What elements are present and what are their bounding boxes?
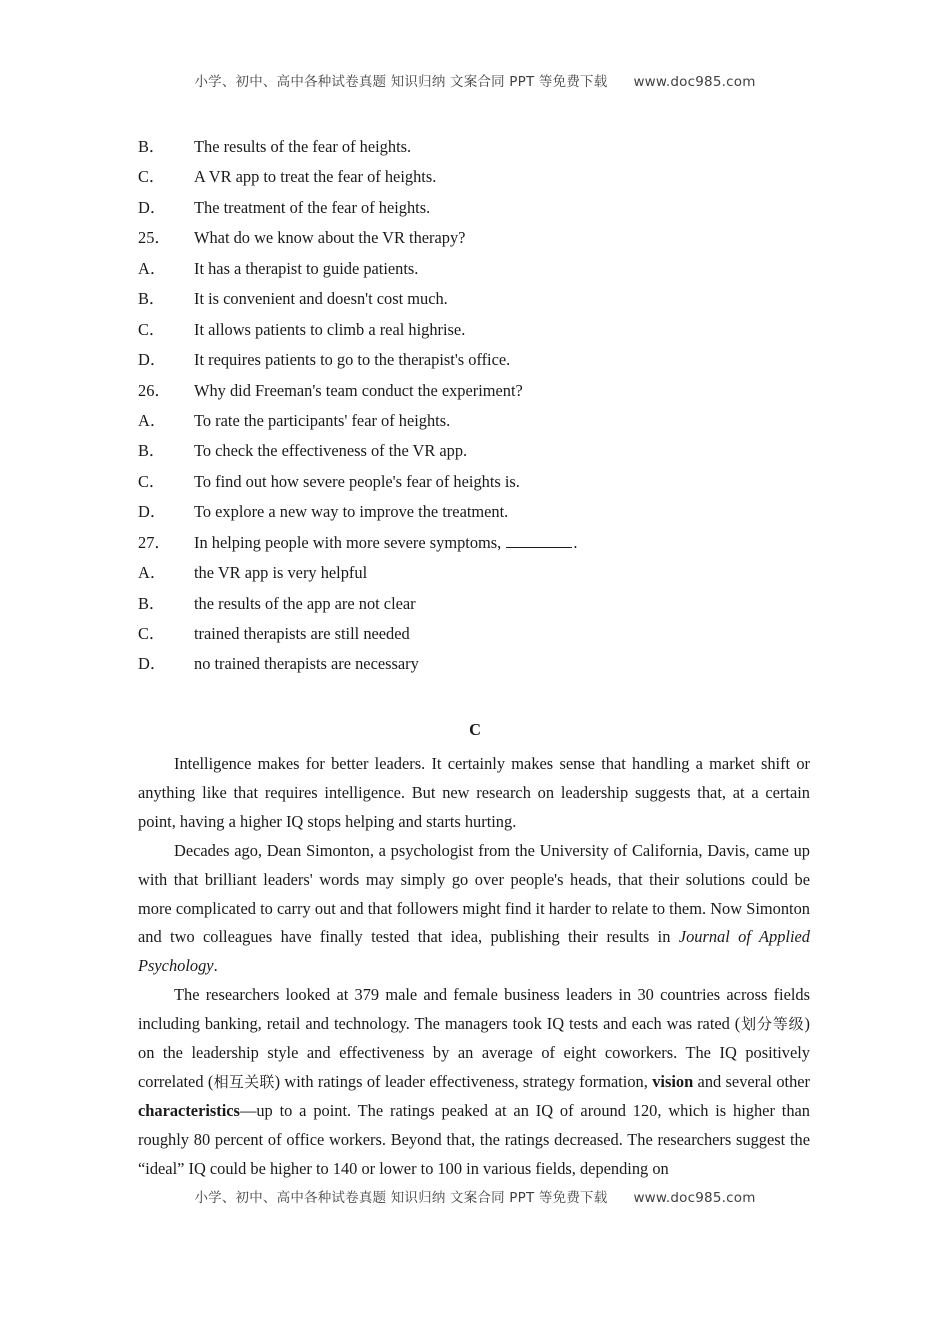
option-text: no trained therapists are necessary <box>194 654 419 674</box>
question-text-tail: . <box>573 532 578 552</box>
option-marker: A． <box>138 410 167 430</box>
answer-option[interactable] <box>138 162 810 192</box>
answer-option[interactable] <box>138 467 810 497</box>
passage-p3-text-a: The researchers looked at 379 male and female business leaders in 30 countries across fields including banking, retail and technology. The managers took IQ tests and each was rated ( <box>138 985 810 1034</box>
option-text: A VR app to treat the fear of heights. <box>194 167 437 187</box>
answer-option[interactable] <box>138 558 810 588</box>
answer-option[interactable] <box>138 132 810 162</box>
header-watermark <box>0 70 950 90</box>
option-marker: D． <box>138 197 167 217</box>
option-marker: C． <box>138 624 166 643</box>
answer-option[interactable] <box>138 406 810 436</box>
option-marker: B． <box>138 441 166 461</box>
answer-option[interactable] <box>138 619 810 649</box>
question-text-lead: In helping people with more severe symptoms, <box>194 532 502 552</box>
option-marker: D． <box>138 350 167 370</box>
gloss-annotation-2: 相互关联 <box>213 1072 275 1091</box>
keyword-characteristics: characteristics <box>138 1100 240 1120</box>
answer-option[interactable] <box>138 284 810 314</box>
gloss-annotation-1: 划分等级 <box>740 1015 805 1034</box>
option-marker: D． <box>138 654 167 674</box>
passage-p3-text-e: —up to a point. The ratings peaked at an IQ of around 120, which is higher than roughly 80 percent of office workers. Beyond that, the ratings decreased. The researchers suggest the “ideal” IQ could be higher to 140 or lower to 100 in various fields, depending on <box>138 1100 810 1178</box>
footer-watermark-text: 小学、初中、高中各种试卷真题 知识归纳 文案合同 PPT 等免费下载 <box>194 1190 608 1206</box>
option-marker: B． <box>138 289 166 309</box>
passage-p3-text-d: and several other <box>693 1071 810 1091</box>
question-number: 26． <box>138 380 171 400</box>
passage-p2-text-b: . <box>213 956 218 976</box>
journal-title: Journal of Applied Psychology <box>138 927 810 976</box>
section-heading: C <box>469 720 481 739</box>
option-text: To find out how severe people's fear of heights is. <box>194 471 520 491</box>
footer-watermark <box>0 1186 950 1206</box>
option-text: It has a therapist to guide patients. <box>194 258 419 278</box>
passage-p3-text-b: ) on the leadership style and effectiveness by an average of eight coworkers. The IQ positively correlated ( <box>138 1014 810 1091</box>
passage-paragraph-2 <box>138 837 810 982</box>
question-text: Why did Freeman's team conduct the experiment? <box>194 380 523 400</box>
answer-option[interactable] <box>138 589 810 619</box>
option-marker: B． <box>138 593 166 613</box>
passage-p1-text: Intelligence makes for better leaders. It certainly makes sense that handling a market shift or anything like that requires intelligence. But new research on leadership suggests that, at a certain point, having a higher IQ stops helping and starts hurting. <box>138 754 810 831</box>
answer-option[interactable] <box>138 649 810 679</box>
option-marker: B． <box>138 137 166 156</box>
option-marker: D． <box>138 502 167 522</box>
option-text: trained therapists are still needed <box>194 624 410 643</box>
question-text: What do we know about the VR therapy? <box>194 228 466 248</box>
option-text: To rate the participants' fear of heights. <box>194 410 451 430</box>
answer-option[interactable] <box>138 193 810 223</box>
option-marker: A． <box>138 258 167 278</box>
reading-passage <box>138 750 810 1184</box>
option-marker: C． <box>138 319 166 339</box>
option-text: The treatment of the fear of heights. <box>194 197 431 217</box>
answer-option[interactable] <box>138 315 810 345</box>
header-watermark-url: www.doc985.com <box>633 74 756 90</box>
question-stem[interactable] <box>138 223 810 253</box>
question-list <box>138 132 810 680</box>
passage-p2-text-a: Decades ago, Dean Simonton, a psychologist from the University of California, Davis, came up with that brilliant leaders' words may simply go over people's heads, that their solutions could be more complicated to carry out and that followers might find it harder to relate to them. Now Simonton and two colleagues have finally tested that idea, publishing their results in <box>138 840 810 947</box>
answer-option[interactable] <box>138 345 810 375</box>
passage-paragraph-3 <box>138 981 810 1183</box>
answer-blank[interactable] <box>506 533 572 548</box>
question-stem[interactable] <box>138 376 810 406</box>
option-text: It is convenient and doesn't cost much. <box>194 289 448 309</box>
option-text: It requires patients to go to the therapist's office. <box>194 350 511 370</box>
question-number: 25． <box>138 228 171 248</box>
question-text <box>194 528 810 558</box>
option-marker: C． <box>138 167 166 187</box>
option-text: the results of the app are not clear <box>194 593 416 613</box>
option-text: It allows patients to climb a real highrise. <box>194 319 466 339</box>
question-number: 27． <box>138 532 171 552</box>
answer-option[interactable] <box>138 254 810 284</box>
passage-paragraph-1 <box>138 750 810 837</box>
option-marker: C． <box>138 471 166 491</box>
footer-watermark-url: www.doc985.com <box>633 1190 756 1206</box>
option-text: To check the effectiveness of the VR app. <box>194 441 468 461</box>
answer-option[interactable] <box>138 497 810 527</box>
header-watermark-text: 小学、初中、高中各种试卷真题 知识归纳 文案合同 PPT 等免费下载 <box>194 74 608 90</box>
keyword-vision: vision <box>652 1071 694 1091</box>
option-text: the VR app is very helpful <box>194 563 368 583</box>
option-marker: A． <box>138 563 167 583</box>
question-stem[interactable] <box>138 528 810 558</box>
answer-option[interactable] <box>138 436 810 466</box>
passage-p3-text-c: ) with ratings of leader effectiveness, strategy formation, <box>274 1071 653 1091</box>
option-text: The results of the fear of heights. <box>194 137 412 156</box>
option-text: To explore a new way to improve the treatment. <box>194 502 509 522</box>
